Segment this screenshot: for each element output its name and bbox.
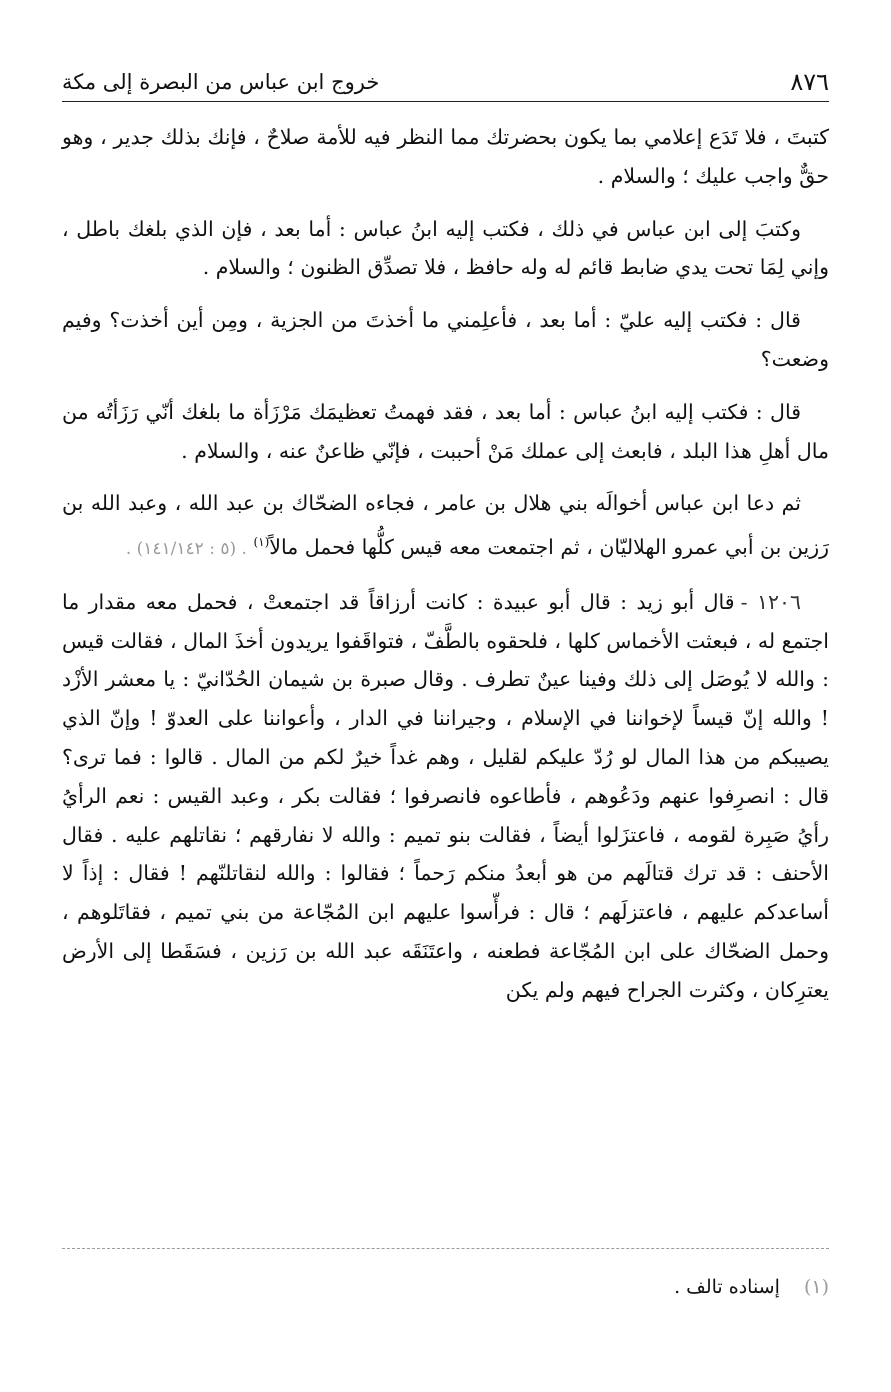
page-header (62, 62, 829, 102)
hadith-text: قال أبو زيد : قال أبو عبيدة : كانت أرزاقاً قد اجتمعتْ ، فحمل معه مقدار ما اجتمع له ، فبعثت الأخماس كلها ، فلحقوه بالطَّفّ ، فتواقَفوا يريدون أخذَ المال ، فقالت قيس : والله لا يُوصَل إلى ذلك وفينا عينٌ تطرف . وقال صبرة بن شيمان الحُدّانيّ : يا معشر الأزْد ! والله إنّ قيساً لإخواننا في الإسلام ، وجيراننا في الدار ، وأعواننا على العدوّ ! وإنّ الذي يصيبكم من هذا المال لو رُدّ عليكم لقليل ، وهم غداً خيرٌ لكم من المال . قالوا : فما ترى؟ قال : انصرِفوا عنهم ودَعُوهم ، فأطاعوه فانصرفوا ؛ فقالت بكر ، وعبد القيس : نعم الرأيُ رأيُ صَبِرة لقومه ، فاعتزَلوا أيضاً ، فقالت بنو تميم : والله لا نفارقهم ؛ نقاتلهم عليه . فقال الأحنف : قد ترك قتالَهم من هو أبعدُ منكم رَحماً ؛ فقالوا : والله لنقاتلنّهم ! فقال : إذاً لا أساعدكم عليهم ، فاعتزلَهم ؛ قال : فرأّسوا عليهم ابن المُجّاعة من بني تميم ، فقاتَلوهم ، وحمل الضحّاك على ابن المُجّاعة فطعنه ، واعتَنَقَه عبد الله بن رَزين ، فسَقَطا إلى الأرض يعترِكان ، وكثرت الجراح فيهم ولم يكن (62, 589, 829, 1002)
footnote-reference[interactable]: (١) (253, 535, 270, 550)
footnote-rule (62, 1248, 829, 1249)
paragraph-2: وكتبَ إلى ابن عباس في ذلك ، فكتب إليه ابنُ عباس : أما بعد ، فإن الذي بلغك باطل ، وإني لِمَا تحت يدي ضابط قائم له وله حافظ ، فلا تصدِّق الظنون ؛ والسلام . (62, 216, 829, 280)
footnote-text: إسناده تالف . (674, 1276, 780, 1298)
running-title: خروج ابن عباس من البصرة إلى مكة (62, 70, 380, 94)
footnote (62, 1276, 829, 1298)
hadith-paragraph (62, 583, 829, 1010)
paragraph-1: كتبتَ ، فلا تَدَع إعلامي بما يكون بحضرتك مما النظر فيه للأمة صلاحٌ ، فإنك بذلك جدير ، وهو حقٌّ واجب عليك ؛ والسلام . (62, 125, 829, 188)
paragraph-5 (62, 484, 829, 568)
paragraph-4: قال : فكتب إليه ابنُ عباس : أما بعد ، فقد فهمتُ تعظيمَك مَرْزَأة ما بلغك أنّي رَزَأتُه من مال أهلِ هذا البلد ، فابعث إلى عملك مَنْ أحببت ، فإنّي ظاعنٌ عنه ، والسلام . (62, 399, 829, 463)
page-number: ٨٧٦ (790, 68, 829, 96)
paragraph-3: قال : فكتب إليه عليّ : أما بعد ، فأعلِمني ما أخذتَ من الجزية ، ومِن أين أخذت؟ وفيم وضعت؟ (62, 308, 829, 371)
source-reference: . (٥ : ١٤١/١٤٢) . (125, 539, 247, 559)
footnote-mark: (١) (803, 1276, 829, 1298)
hadith-number: ١٢٠٦ - (740, 589, 801, 614)
paragraph-5-text: ثم دعا ابن عباس أخوالَه بني هلال بن عامر ، فجاءه الضحّاك بن عبد الله ، وعبد الله بن رَزين بن أبي عمرو الهلاليّان ، ثم اجتمعت معه قيس كلُّها فحمل مالاً (62, 491, 829, 559)
header-rule (62, 101, 829, 102)
main-text (62, 118, 829, 1024)
